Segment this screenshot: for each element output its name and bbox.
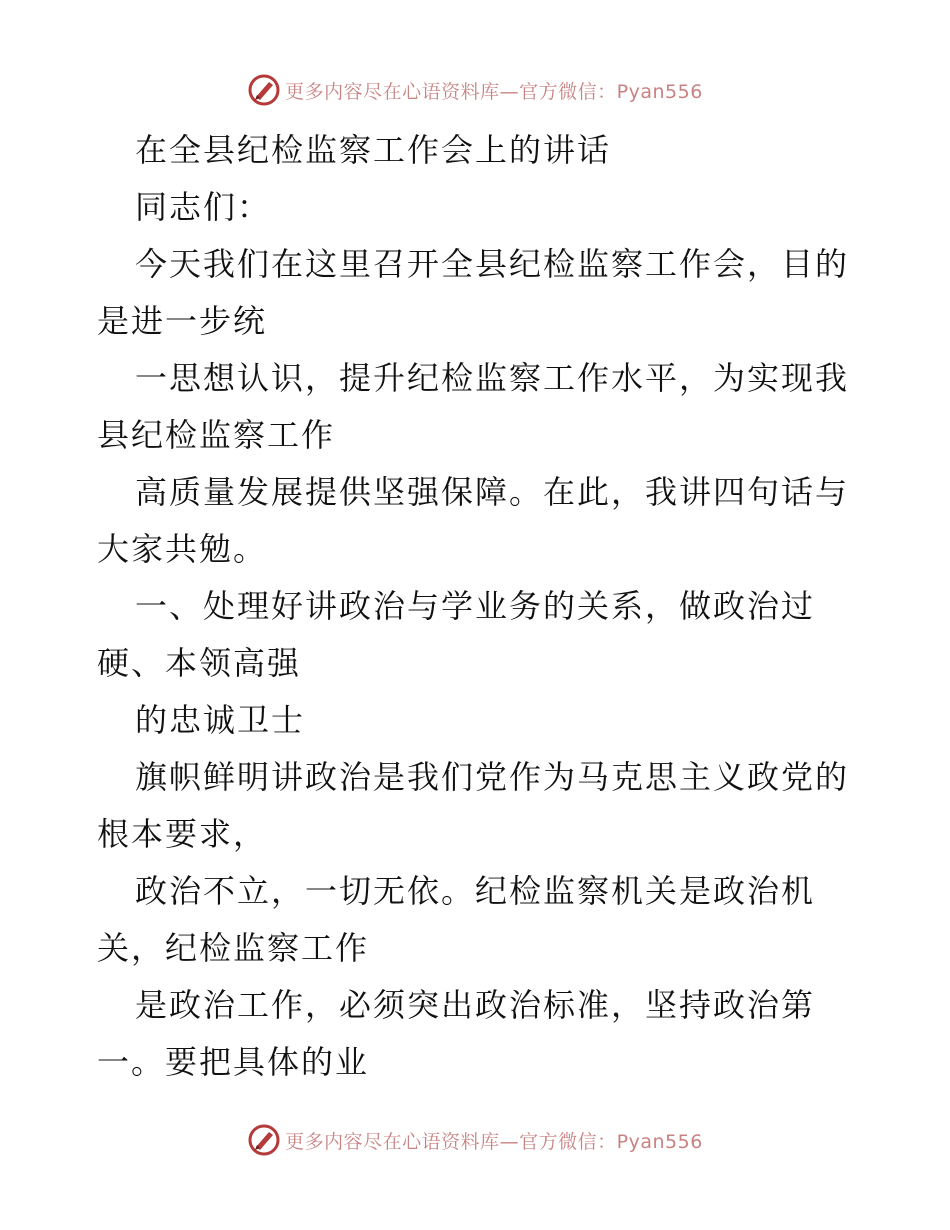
paragraph: 是政治工作，必须突出政治标准，坚持政治第一。要把具体的业: [97, 986, 816, 1081]
pen-logo-icon: [247, 73, 281, 107]
section-heading: 一、处理好讲政治与学业务的关系，做政治过硬、本领高强: [97, 587, 816, 682]
banner-text: 更多内容尽在心语资料库—官方微信：Pyan556: [285, 1130, 703, 1153]
paragraph: 旗帜鲜明讲政治是我们党作为马克思主义政党的根本要求，: [97, 758, 850, 853]
paragraph: 一思想认识，提升纪检监察工作水平，为实现我县纪检监察工作: [97, 359, 850, 454]
paragraph: 今天我们在这里召开全县纪检监察工作会，目的是进一步统: [97, 245, 850, 340]
banner-text: 更多内容尽在心语资料库—官方微信：Pyan556: [285, 80, 703, 103]
paragraph: 高质量发展提供坚强保障。在此，我讲四句话与大家共勉。: [97, 473, 850, 568]
paragraph: 政治不立，一切无依。纪检监察机关是政治机关，纪检监察工作: [97, 872, 816, 967]
document-title: 在全县纪检监察工作会上的讲话: [135, 131, 612, 169]
footer-banner: [0, 1120, 950, 1160]
salutation: 同志们：: [135, 188, 272, 226]
pen-logo-icon: [247, 1123, 281, 1157]
header-banner: [0, 70, 950, 110]
section-heading-continued: 的忠诚卫士: [135, 701, 306, 739]
document-body: [97, 122, 857, 1091]
